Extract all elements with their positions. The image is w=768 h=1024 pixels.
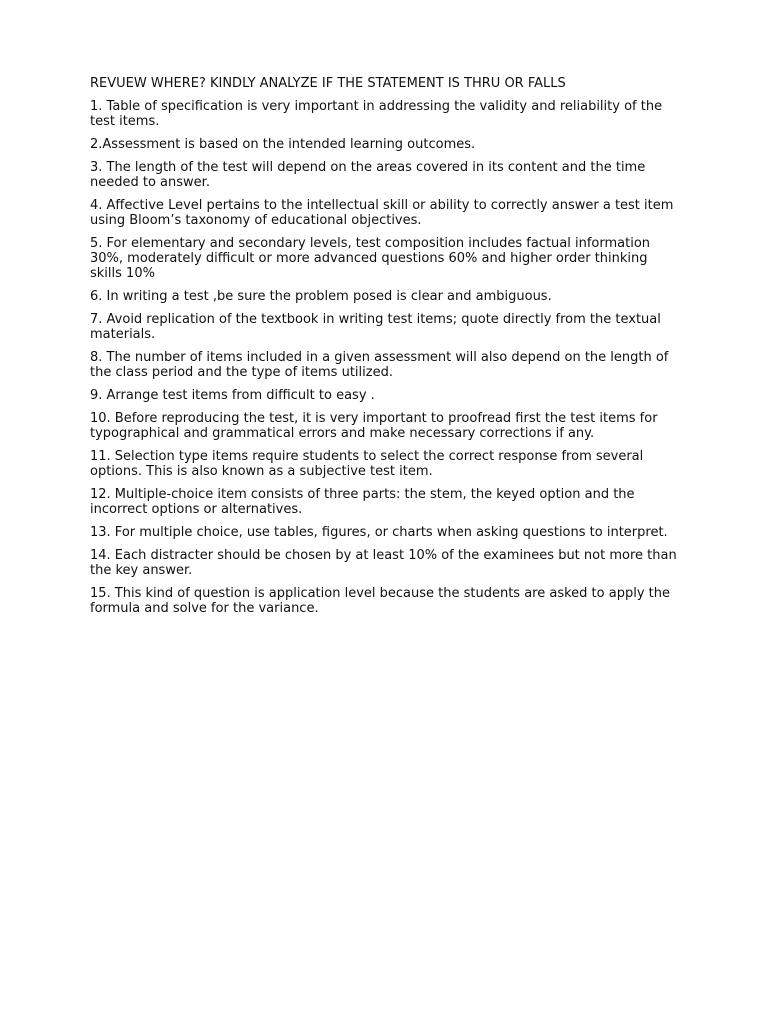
statement-10: 10. Before reproducing the test, it is very important to proofread first the test items for typographical and grammatical errors and make necessary corrections if any. (90, 411, 658, 441)
statement-7: 7. Avoid replication of the textbook in writing test items; quote directly from the textual materials. (90, 312, 661, 342)
statement-8: 8. The number of items included in a given assessment will also depend on the length of the class period and the type of items utilized. (90, 350, 669, 380)
statement-1: 1. Table of specification is very important in addressing the validity and reliability of the test items. (90, 99, 663, 129)
statement-6: 6. In writing a test ,be sure the problem posed is clear and ambiguous. (90, 289, 552, 304)
statement-15: 15. This kind of question is application level because the students are asked to apply the formula and solve for the variance. (90, 586, 670, 616)
statement-3: 3. The length of the test will depend on the areas covered in its content and the time needed to answer. (90, 160, 646, 190)
document-body (90, 76, 680, 624)
statement-2: 2.Assessment is based on the intended learning outcomes. (90, 137, 476, 152)
statement-13: 13. For multiple choice, use tables, figures, or charts when asking questions to interpret. (90, 525, 668, 540)
statement-12: 12. Multiple-choice item consists of three parts: the stem, the keyed option and the incorrect options or alternatives. (90, 487, 635, 517)
document-heading: REVUEW WHERE? KINDLY ANALYZE IF THE STATEMENT IS THRU OR FALLS (90, 76, 566, 91)
statement-14: 14. Each distracter should be chosen by at least 10% of the examinees but not more than the key answer. (90, 548, 677, 578)
statement-11: 11. Selection type items require students to select the correct response from several options. This is also known as a subjective test item. (90, 449, 644, 479)
statement-4: 4. Affective Level pertains to the intellectual skill or ability to correctly answer a test item using Bloom’s taxonomy of educational objectives. (90, 198, 674, 228)
statement-9: 9. Arrange test items from difficult to easy . (90, 388, 375, 403)
statement-5: 5. For elementary and secondary levels, test composition includes factual information 30%, moderately difficult or more advanced questions 60% and higher order thinking skills 10% (90, 236, 651, 281)
